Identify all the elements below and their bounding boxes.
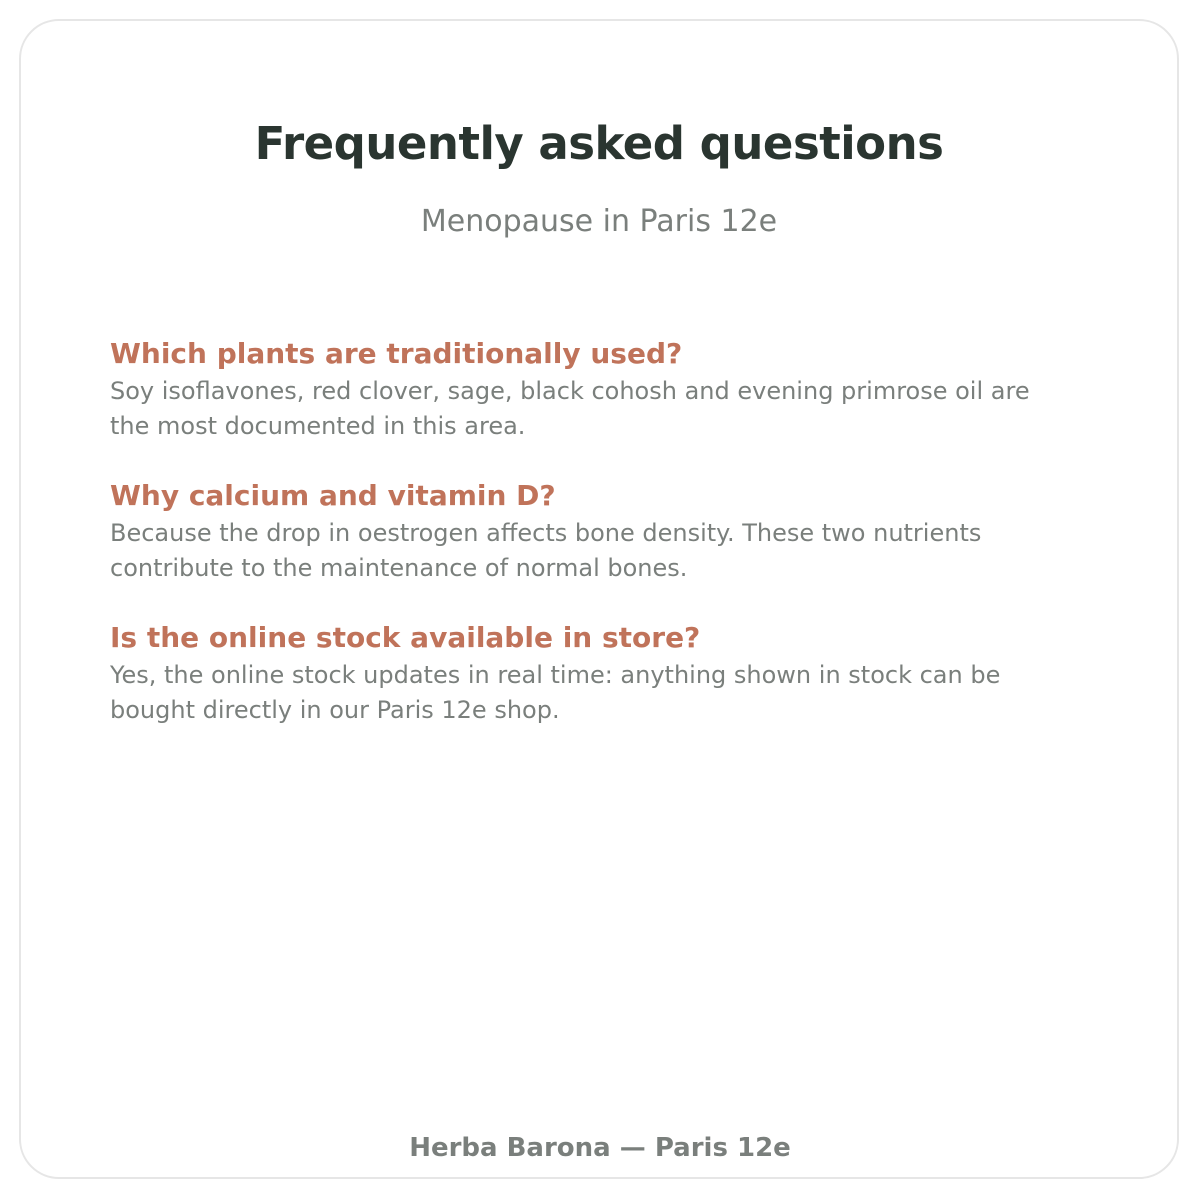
faq-list — [110, 334, 1060, 760]
faq-answer: Because the drop in oestrogen affects bone density. These two nutrients contribute to the maintenance of normal bones. — [110, 519, 982, 582]
faq-question: Which plants are traditionally used? — [110, 337, 683, 370]
faq-question: Why calcium and vitamin D? — [110, 479, 556, 512]
faq-item — [110, 476, 1060, 586]
page-subtitle: Menopause in Paris 12e — [420, 204, 778, 239]
footer-brand: Herba Barona — Paris 12e — [409, 1133, 791, 1163]
faq-answer: Yes, the online stock updates in real time: anything shown in stock can be bought directly in our Paris 12e shop. — [110, 661, 1001, 724]
faq-answer: Soy isoflavones, red clover, sage, black cohosh and evening primrose oil are the most documented in this area. — [110, 377, 1030, 440]
page-title: Frequently asked questions — [254, 117, 944, 170]
faq-item — [110, 618, 1060, 728]
faq-question: Is the online stock available in store? — [110, 621, 701, 654]
faq-item — [110, 334, 1060, 444]
